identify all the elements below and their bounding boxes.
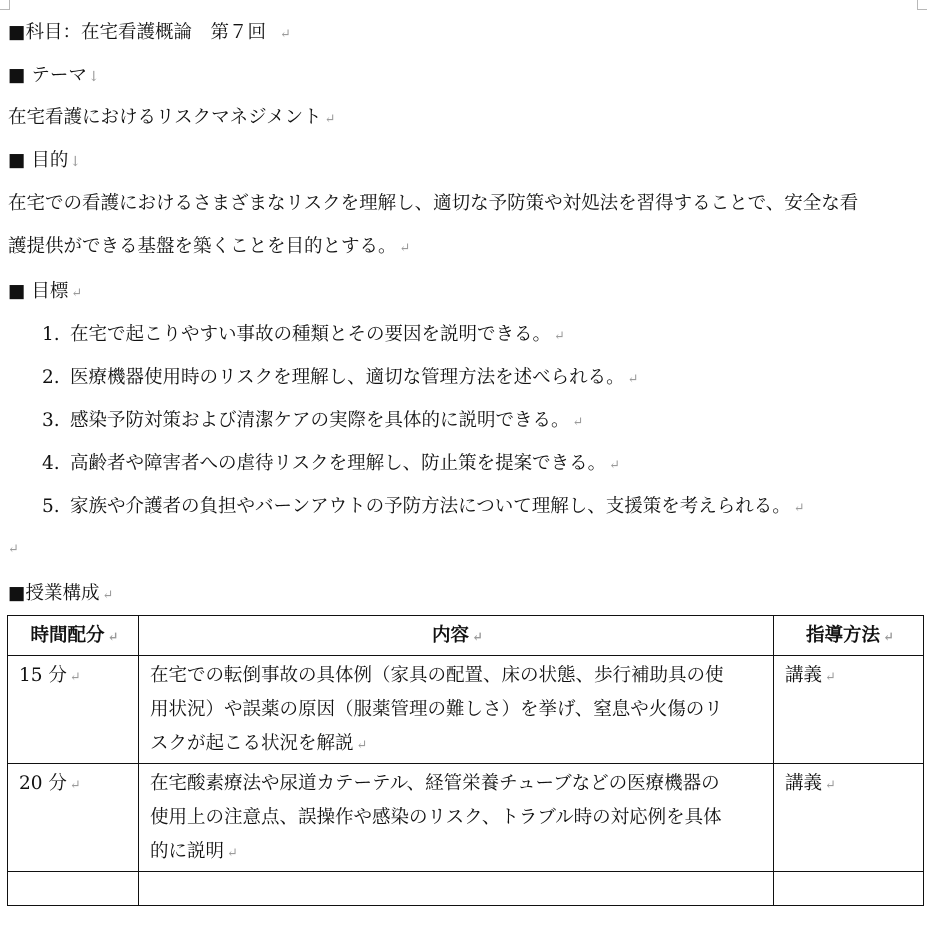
structure-heading: [8, 582, 113, 608]
goal-item: [42, 495, 805, 521]
time-cell: [8, 656, 139, 764]
content-line-text: スクが起こる状況を解説: [150, 733, 354, 754]
header-content-label: 内容: [432, 625, 470, 646]
paragraph-mark: ↵: [825, 778, 836, 793]
theme-heading-text: ■ テーマ: [8, 65, 87, 86]
goal-item: [42, 366, 639, 392]
goal-number: 5.: [42, 496, 60, 517]
paragraph-mark: ↵: [399, 241, 411, 256]
paragraph-mark: ↵: [627, 372, 639, 387]
goal-text: 感染予防対策および清潔ケアの実際を具体的に説明できる。: [70, 410, 570, 431]
paragraph-mark: ↵: [883, 630, 894, 645]
content-line: 在宅での転倒事故の具体例（家具の配置、床の状態、歩行補助具の使: [150, 665, 724, 686]
table-row: [8, 764, 924, 872]
content-line: 用状況）や誤薬の原因（服薬管理の難しさ）を挙げ、窒息や火傷のリ: [150, 699, 723, 720]
content-cell: [139, 872, 774, 906]
purpose-line-1: [8, 192, 858, 216]
header-time-cell: [8, 616, 139, 656]
time-cell: [8, 872, 139, 906]
header-method-cell: [774, 616, 924, 656]
goal-text: 家族や介護者の負担やバーンアウトの予防方法について理解し、支援策を考えられる。: [70, 496, 791, 517]
purpose-line-1-text: 在宅での看護におけるさまざまなリスクを理解し、適切な予防策や対処法を習得することで、安全な看: [8, 193, 859, 214]
page-corner-mark-left: [0, 0, 10, 10]
paragraph-mark: ↵: [609, 458, 621, 473]
content-line-text: 的に説明: [150, 841, 225, 862]
content-line-last: [150, 727, 765, 763]
goals-heading: [8, 280, 82, 306]
theme-text: [8, 106, 335, 132]
paragraph-mark: ↵: [324, 112, 336, 127]
method-value: 講義: [785, 773, 823, 794]
page-corner-mark-right: [917, 0, 927, 10]
goal-text: 高齢者や障害者への虐待リスクを理解し、防止策を提案できる。: [70, 453, 607, 474]
goal-number: 4.: [42, 453, 60, 474]
time-value: 15 分: [19, 665, 67, 686]
paragraph-mark: ↵: [825, 670, 836, 685]
method-cell: [774, 872, 924, 906]
method-value: 講義: [785, 665, 823, 686]
goals-heading-text: ■ 目標: [8, 281, 69, 302]
paragraph-mark: ↵: [227, 846, 238, 861]
table-row: [8, 656, 924, 764]
content-cell: [139, 764, 774, 872]
paragraph-mark: ↵: [69, 778, 81, 793]
course-line-text: ■科目：在宅看護概論 第７回: [8, 22, 266, 43]
paragraph-mark: ↵: [279, 27, 291, 42]
content-line: 使用上の注意点、誤操作や感染のリスク、トラブル時の対応例を具体: [150, 807, 722, 828]
goal-item: [42, 452, 620, 478]
lesson-structure-table: [7, 615, 924, 906]
paragraph-mark: ↵: [793, 501, 805, 516]
line-break-mark: ↓: [69, 154, 82, 170]
purpose-heading-text: ■ 目的: [8, 150, 69, 171]
purpose-line-2: [8, 235, 410, 261]
content-line: 在宅酸素療法や尿道カテーテル、経管栄養チューブなどの医療機器の: [150, 773, 720, 794]
content-cell: [139, 656, 774, 764]
structure-heading-text: ■授業構成: [8, 583, 100, 604]
paragraph-mark: ↵: [71, 286, 83, 301]
time-cell: [8, 764, 139, 872]
table-header-row: [8, 616, 924, 656]
course-line: [8, 21, 291, 47]
goal-item: [42, 409, 583, 435]
theme-text-value: 在宅看護におけるリスクマネジメント: [8, 107, 322, 128]
purpose-line-2-text: 護提供ができる基盤を築くことを目的とする。: [8, 236, 397, 257]
paragraph-mark: ↵: [8, 542, 19, 557]
table-row-partial: [8, 872, 924, 906]
paragraph-mark: ↵: [69, 670, 81, 685]
line-break-mark: ↓: [87, 69, 100, 85]
goal-number: 2.: [42, 367, 60, 388]
goal-number: 1.: [42, 324, 60, 345]
goal-item: [42, 323, 565, 349]
paragraph-mark: ↵: [102, 588, 114, 603]
method-cell: [774, 656, 924, 764]
content-line-last: [150, 835, 765, 871]
paragraph-mark: ↵: [554, 329, 565, 344]
goal-text: 在宅で起こりやすい事故の種類とその要因を説明できる。: [70, 324, 552, 345]
goal-number: 3.: [42, 410, 60, 431]
time-value: 20 分: [19, 773, 67, 794]
paragraph-mark: ↵: [572, 415, 584, 430]
paragraph-mark: ↵: [356, 738, 368, 753]
purpose-heading: [8, 149, 81, 174]
empty-paragraph: [8, 536, 19, 562]
method-cell: [774, 764, 924, 872]
header-content-cell: [139, 616, 774, 656]
theme-heading: [8, 64, 100, 89]
header-time-label: 時間配分: [30, 625, 105, 646]
goal-text: 医療機器使用時のリスクを理解し、適切な管理方法を述べられる。: [70, 367, 625, 388]
header-method-label: 指導方法: [806, 625, 881, 646]
paragraph-mark: ↵: [472, 630, 483, 645]
paragraph-mark: ↵: [107, 630, 119, 645]
